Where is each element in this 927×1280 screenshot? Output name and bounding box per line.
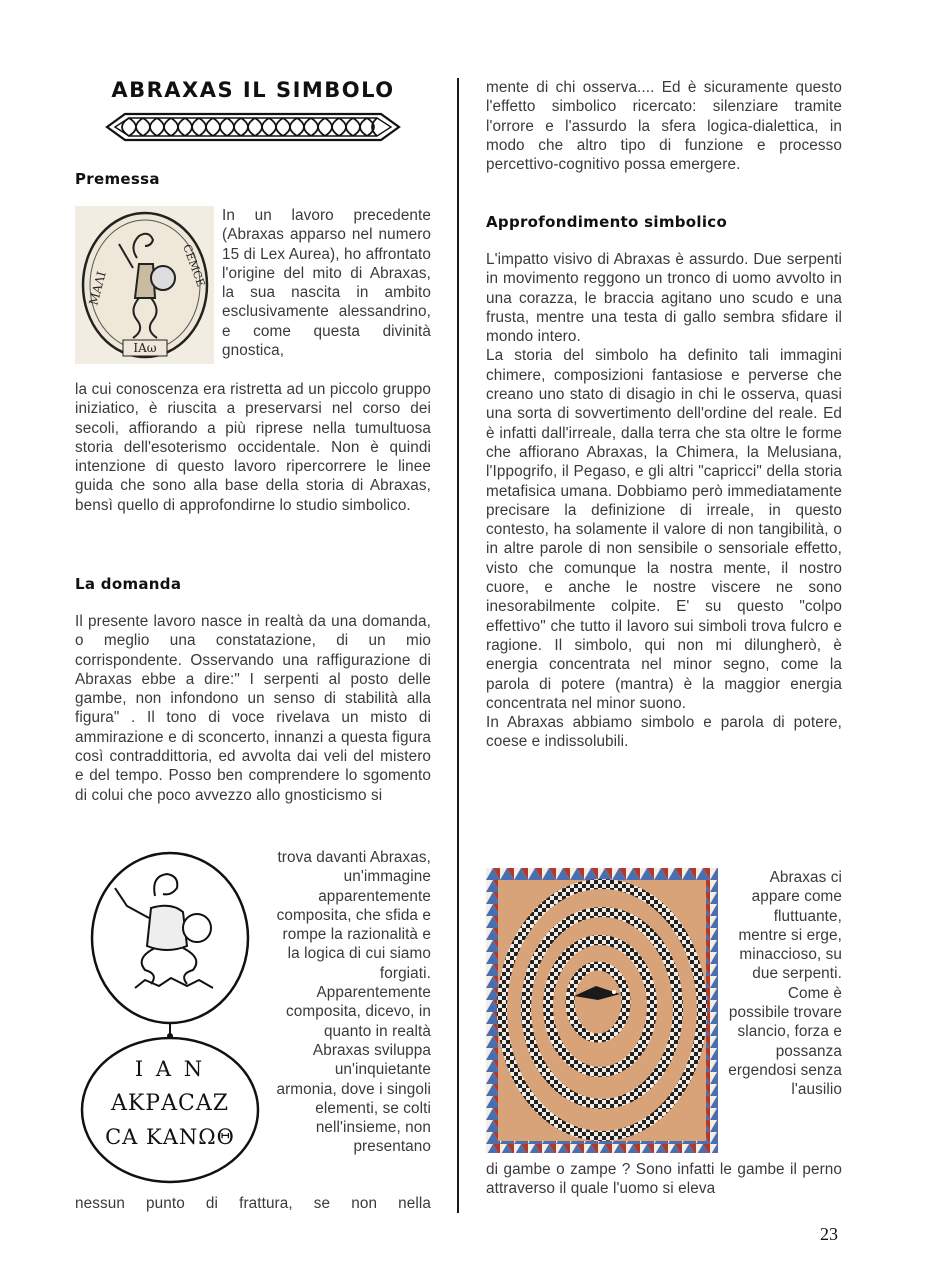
- page-number: 23: [820, 1224, 838, 1244]
- heading-approfondimento: Approfondimento simbolico: [486, 213, 728, 231]
- abraxas-mosaic-image: [486, 868, 718, 1153]
- premessa-text-wrap: In un lavoro precedente (Abraxas apparso nel numero 15 di Lex Aurea), ho affrontato l'origine del mito di Abraxas, la sua nascita in ambito esclusivamente alessandrino, e come questa divinità gnostica,: [222, 207, 431, 360]
- domanda-text: Il presente lavoro nasce in realtà da una domanda, o meglio una constatazione, di un mio corrispondente. Osservando una raffigurazione di Abraxas ebbe a dire:" I serpenti al posto delle gambe, non infondono un senso di stabilità alla figura" . Il tono di voce rivelava un misto di ammirazione e di sconcerto, innanzi a questa figura così contraddittoria, ed avvolta dai veli del mistero e del tempo. Posso ben comprendere lo sgomento di colui che poco avvezzo allo gnosticismo si: [75, 613, 431, 804]
- approfondimento-text: L'impatto visivo di Abraxas è assurdo. Due serpenti in movimento reggono un tronco di uomo avvolto in una corazza, le braccia agitano uno scudo e una frusta, mentre una testa di gallo sembra sfidare il mondo intero. La storia del simbolo ha definito tali immagini chimere, composizioni fantasiose e perverse che creano uno stato di disagio in chi le osserva, quasi una sorta di sovvertimento dell'ordine del reale. Ed è infatti dall'irreale, dalla terra che sta oltre le forme che affiorano Abraxas, la Chimera, la Melusiana, l'Ippogrifo, il Pegaso, e gli altri "capricci" della storia metafisica umana. Dobbiamo però immediatamente precisare la definizione di irreale, in questo contesto, ha solamente il valore di non tangibilità, o in altre parole di non sensibile o sensoriale effetto, visto che comunque la nostra mente, il nostro cuore, e anche le nostre viscere ne sono inesorabilmente colpite. E' su questo "colpo effettivo" che tutto il lavoro sui simboli trova fulcro e ragione. Il simbolo, qui non mi dilungherò, è energia concentrata nel minor segno, come la parola di potere (mantra) è la maggior energia concentrata nel minor suono. In Abraxas abbiamo simbolo e parola di potere, coese e indissolubili.: [486, 251, 842, 751]
- gem-text-left: ΜΑΛΙ: [86, 269, 109, 307]
- domanda-text-wrap: trova davanti Abraxas, un'immagine apparentemente composita, che sfida e rompe la razionalità e la logica di cui siamo forgiati. Apparentemente composita, dicevo, in quanto in realtà Abraxas sviluppa un'inquietante armonia, dove i singoli elementi, se colti nell'insieme, non presentano: [276, 849, 431, 1156]
- heading-la-domanda: La domanda: [75, 575, 182, 593]
- abraxas-seal-drawing: [75, 848, 265, 1190]
- page-title: ABRAXAS IL SIMBOLO: [111, 78, 395, 102]
- gem-text-right: CEMCE: [180, 242, 208, 289]
- seal-line-2: ΑΚΡΑCΑΖ: [110, 1091, 230, 1116]
- seal-line-3: CΑ ΚΑΝΩΘ: [105, 1125, 235, 1149]
- column-divider: [457, 78, 459, 1213]
- mosaic-text-end: di gambe o zampe ? Sono infatti le gambe il perno attraverso il quale l'uomo si eleva: [486, 1161, 842, 1198]
- knotwork-ornament: [103, 110, 403, 144]
- continued-text: mente di chi osserva.... Ed è sicuramente questo l'effetto simbolico ricercato: silenziare tramite l'orrore e l'assurdo la sfera logica-dialettica, in modo che altro tipo di funzione e processo percettivo-cognitivo possa emergere.: [486, 79, 842, 174]
- mosaic-text-wrap: Abraxas ci appare come fluttuante, mentre si erge, minaccioso, su due serpenti. Come è possibile trovare slancio, forza e possanza ergendosi senza l'ausilio: [728, 869, 842, 1099]
- heading-premessa: Premessa: [75, 170, 160, 188]
- seal-line-1: Ι Α Ν: [134, 1057, 206, 1081]
- domanda-text-end: nessun punto di frattura, se non nella: [75, 1195, 431, 1212]
- gem-text-bottom: ΙΑω: [133, 341, 157, 355]
- abraxas-gem-image: [75, 206, 214, 364]
- premessa-text-full: la cui conoscenza era ristretta ad un piccolo gruppo iniziatico, è riuscita a preservarsi nel corso dei secoli, affiorando a più riprese nella tumultuosa storia dell'esoterismo occidentale. Non è quindi intenzione di questo lavoro ripercorrere le linee guida che sono alla base della storia di Abraxas, bensì quello di approfondirne lo studio simbolico.: [75, 381, 431, 514]
